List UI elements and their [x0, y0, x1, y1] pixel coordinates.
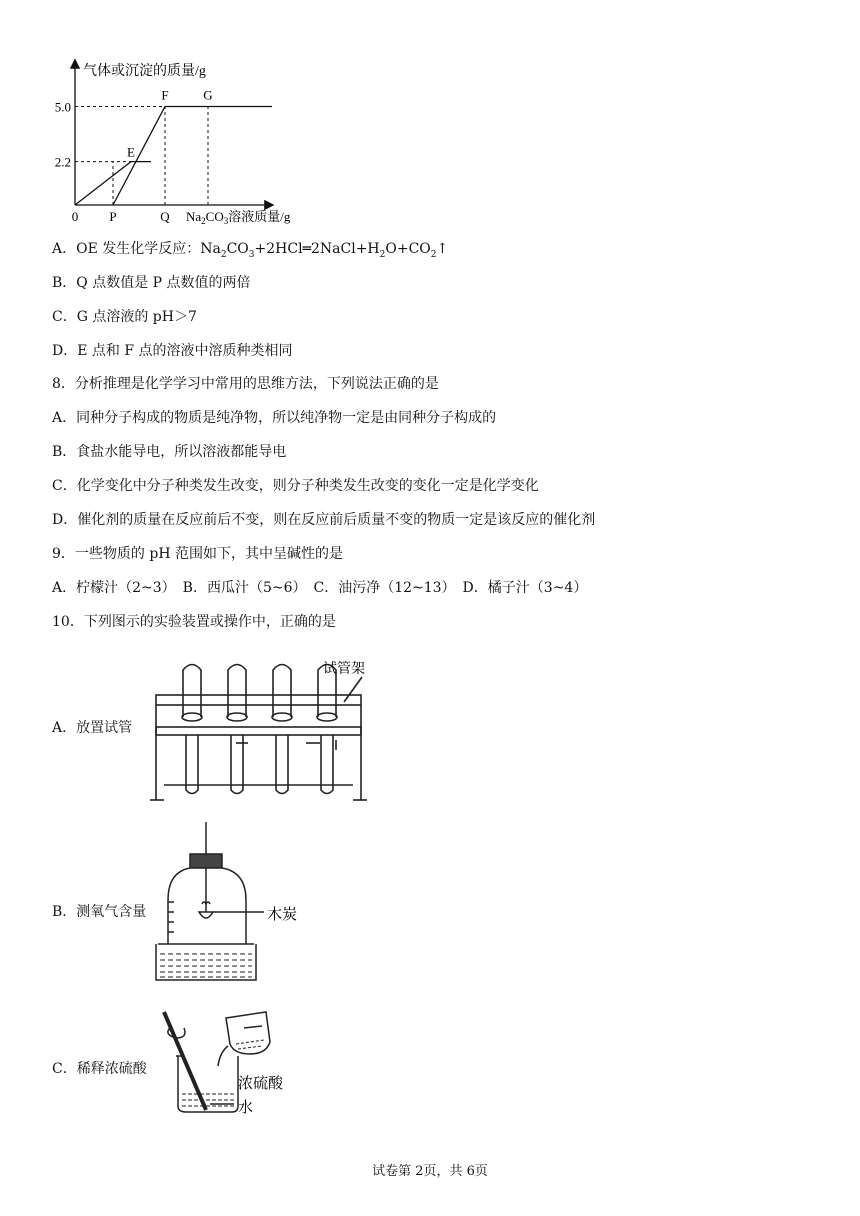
q10-option-b: B．测氧气含量: [52, 904, 147, 920]
q9-options: A．柠檬汁（2~3） B．西瓜汁（5~6） C．油污净（12~13） D．橘子汁（3~4）: [52, 580, 588, 596]
q10-option-c: C．稀释浓硫酸: [52, 1061, 147, 1077]
q7-option-d: D．E 点和 F 点的溶液中溶质种类相同: [52, 343, 293, 359]
q7-option-c: C．G 点溶液的 pH＞7: [52, 309, 197, 325]
q8-option-c: C．化学变化中分子种类发生改变，则分子种类发生改变的变化一定是化学变化: [52, 478, 539, 494]
test-tube-rack-figure: [148, 655, 378, 805]
x-tick-label-1: P: [109, 209, 117, 224]
acid-label: 浓硫酸: [238, 1076, 284, 1092]
point-label-2: G: [203, 87, 213, 103]
x-tick-label-0: 0: [71, 209, 79, 224]
point-label-0: E: [127, 144, 135, 160]
q7-option-a: A．OE 发生化学反应：$Na_2CO_3+2HCl═2NaCl+H_2O+CO_2↑$: [52, 241, 449, 260]
q8-option-a: A．同种分子构成的物质是纯净物，所以纯净物一定是由同种分子构成的: [52, 410, 497, 426]
point-label-1: F: [161, 87, 169, 103]
q10-stem: 10．下列图示的实验装置或操作中，正确的是: [52, 614, 336, 630]
q10-option-a: A．放置试管: [52, 720, 133, 736]
dilute-acid-figure: [158, 1008, 318, 1123]
q8-stem: 8．分析推理是化学学习中常用的思维方法，下列说法正确的是: [52, 376, 439, 392]
mass-chart: [40, 55, 340, 230]
y-tick-label-1: 5.0: [54, 99, 71, 115]
series-line-0: [75, 162, 131, 205]
x-tick-label-2: Q: [160, 209, 170, 224]
q7-option-b: B．Q 点数值是 P 点数值的两倍: [52, 275, 251, 291]
rack-label: 试管架: [323, 662, 365, 677]
q9-stem: 9．一些物质的 pH 范围如下，其中呈碱性的是: [52, 546, 343, 562]
charcoal-label: 木炭: [267, 907, 298, 923]
y-tick-label-0: 2.2: [54, 154, 71, 170]
x-axis-label: $Na_2CO_3$溶液质量/g: [186, 209, 291, 226]
y-axis-label: 气体或沉淀的质量/g: [83, 64, 206, 79]
oxygen-measurement-figure: [150, 820, 320, 985]
q8-option-d: D．催化剂的质量在反应前后不变，则在反应前后质量不变的物质一定是该反应的催化剂: [52, 512, 596, 528]
water-label: 水: [238, 1100, 254, 1116]
page-footer: 试卷第 2页，共 6页: [372, 1164, 488, 1179]
q8-option-b: B．食盐水能导电，所以溶液都能导电: [52, 444, 287, 460]
